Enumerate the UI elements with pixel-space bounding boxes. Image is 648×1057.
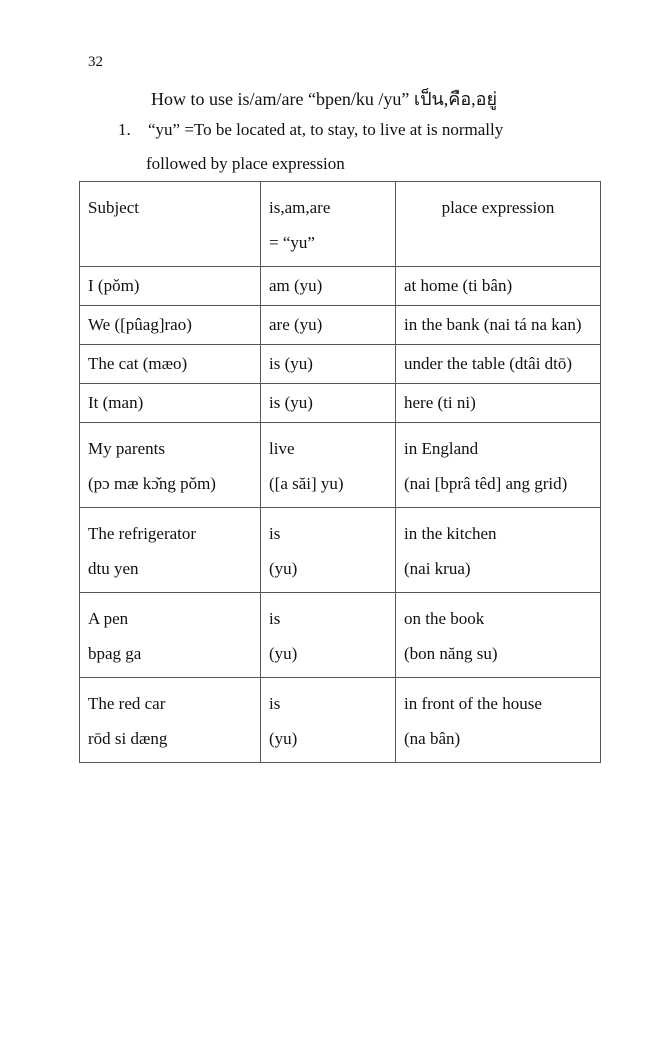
cell-place — [396, 306, 601, 345]
cell-subject-line: bpag ga — [88, 644, 142, 663]
cell-subject-line: (pɔ mæ kɔ̌ng pǒm) — [88, 474, 216, 493]
table-row — [80, 678, 601, 763]
cell-subject-line: The refrigerator — [88, 524, 197, 543]
cell-verb-line: (yu) — [269, 559, 298, 578]
table-row — [80, 267, 601, 306]
cell-verb — [261, 678, 396, 763]
cell-place-line: in the bank (nai tá na kan) — [404, 315, 582, 334]
table-row — [80, 345, 601, 384]
table-row — [80, 508, 601, 593]
page-number: 32 — [88, 54, 103, 70]
cell-verb — [261, 593, 396, 678]
cell-subject — [80, 306, 261, 345]
cell-place-line: at home (ti bân) — [404, 276, 513, 295]
cell-verb — [261, 267, 396, 306]
cell-subject — [80, 267, 261, 306]
header-place: place expression — [396, 182, 601, 267]
header-subject: Subject — [80, 182, 261, 267]
cell-place-line: (nai [bprâ têd] ang grid) — [404, 474, 568, 493]
cell-place-line: in England — [404, 439, 479, 458]
cell-verb-line: is — [269, 524, 281, 543]
point-number: 1. — [118, 120, 131, 139]
cell-place-line: here (ti ni) — [404, 393, 476, 412]
cell-place — [396, 267, 601, 306]
cell-subject-line: It (man) — [88, 393, 144, 412]
cell-verb-line: is (yu) — [269, 393, 313, 412]
cell-verb-line: is — [269, 609, 281, 628]
cell-subject-line: I (pǒm) — [88, 276, 140, 295]
table-row — [80, 593, 601, 678]
cell-verb — [261, 384, 396, 423]
cell-subject — [80, 593, 261, 678]
cell-verb — [261, 345, 396, 384]
cell-subject-line: The red car — [88, 694, 166, 713]
cell-subject-line: A pen — [88, 609, 129, 628]
cell-place-line: in front of the house — [404, 694, 542, 713]
grammar-table — [79, 181, 601, 763]
cell-verb — [261, 306, 396, 345]
cell-place-line: in the kitchen — [404, 524, 497, 543]
cell-subject — [80, 423, 261, 508]
cell-verb — [261, 423, 396, 508]
table-row — [80, 384, 601, 423]
cell-place-line: under the table (dtâi dtō) — [404, 354, 573, 373]
table-row — [80, 423, 601, 508]
cell-verb-line: (yu) — [269, 729, 298, 748]
cell-subject — [80, 508, 261, 593]
table-header-row — [80, 182, 601, 267]
cell-verb-line: are (yu) — [269, 315, 323, 334]
cell-place-line: (bon năng su) — [404, 644, 498, 663]
cell-subject-line: My parents — [88, 439, 165, 458]
header-verb-line2: = “yu” — [269, 233, 315, 252]
cell-subject-line: We ([pûag]rao) — [88, 315, 192, 334]
header-verb-line1: is,am,are — [269, 198, 331, 217]
cell-subject — [80, 678, 261, 763]
cell-verb-line: (yu) — [269, 644, 298, 663]
cell-verb-line: is — [269, 694, 281, 713]
cell-subject — [80, 345, 261, 384]
cell-place — [396, 384, 601, 423]
cell-subject-line: rōd si dæng — [88, 729, 168, 748]
point-1 — [118, 120, 503, 140]
cell-subject-line: The cat (mæo) — [88, 354, 188, 373]
cell-verb-line: is (yu) — [269, 354, 313, 373]
page-heading: How to use is/am/are “bpen/ku /yu” เป็น,คือ,อยู่ — [150, 89, 498, 109]
cell-place — [396, 423, 601, 508]
cell-place — [396, 345, 601, 384]
cell-verb-line: live — [269, 439, 295, 458]
cell-subject — [80, 384, 261, 423]
cell-place — [396, 508, 601, 593]
cell-place — [396, 593, 601, 678]
cell-place — [396, 678, 601, 763]
cell-place-line: (nai krua) — [404, 559, 471, 578]
cell-verb-line: ([a săi] yu) — [269, 474, 344, 493]
table-row — [80, 306, 601, 345]
point-text-line2: followed by place expression — [146, 154, 345, 173]
cell-verb-line: am (yu) — [269, 276, 323, 295]
cell-subject-line: dtu yen — [88, 559, 139, 578]
cell-place-line: (na bân) — [404, 729, 461, 748]
cell-place-line: on the book — [404, 609, 485, 628]
point-text-line1: “yu” =To be located at, to stay, to live at is normally — [148, 120, 504, 139]
cell-verb — [261, 508, 396, 593]
header-verb — [261, 182, 396, 267]
